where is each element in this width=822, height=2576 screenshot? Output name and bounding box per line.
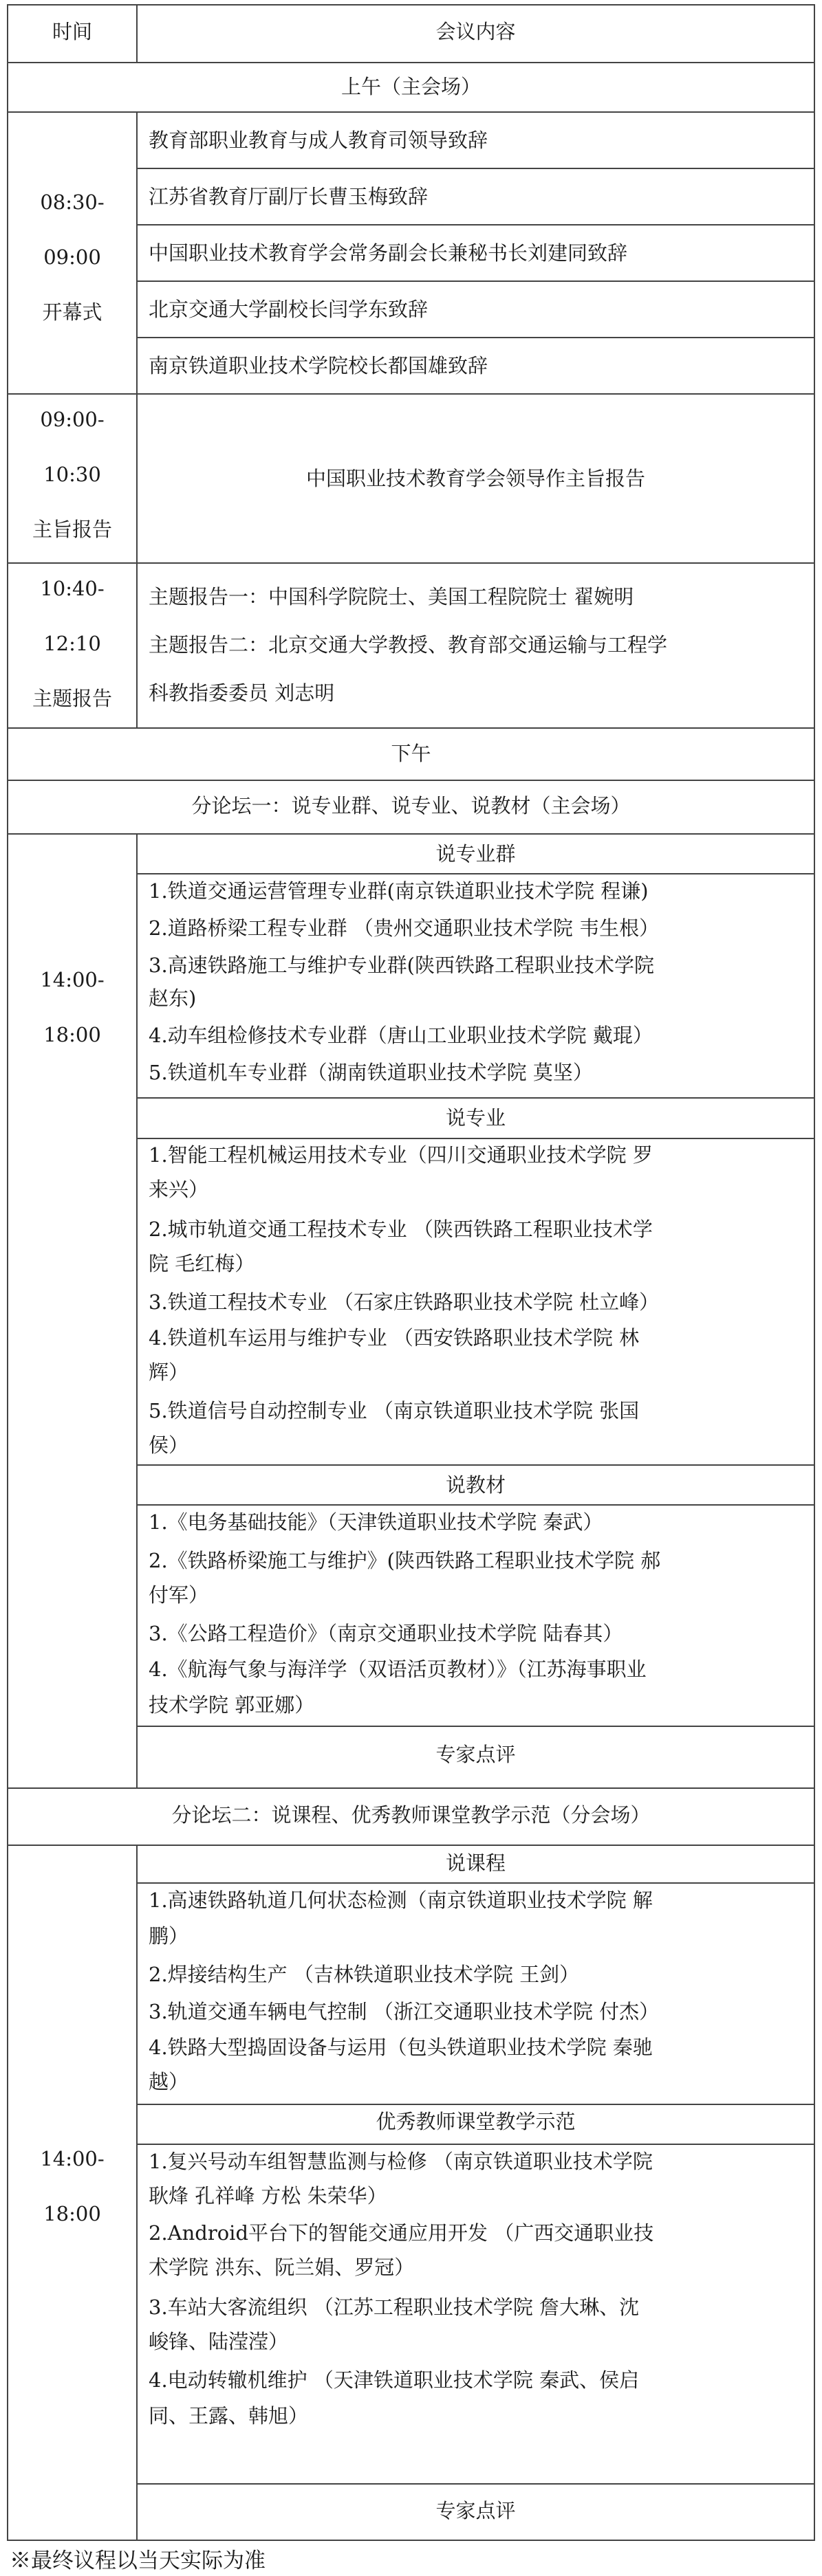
header-content: 会议内容 — [435, 20, 516, 43]
opening-time: 08:30- 09:00 开幕式 — [40, 190, 105, 324]
footnote: ※最终议程以当天实际为准 — [10, 2549, 266, 2573]
col-divider — [136, 1845, 138, 2540]
inner-line — [136, 1138, 815, 1139]
group-title: 说课程 — [445, 1851, 506, 1875]
list-item: 来兴） — [149, 1178, 209, 1201]
forum1-title: 分论坛一：说专业群、说专业、说教材（主会场） — [191, 794, 631, 817]
list-item: 科教指委委员 刘志明 — [149, 681, 335, 705]
list-item: 1.高速铁路轨道几何状态检测（南京铁道职业技术学院 解 — [149, 1889, 653, 1912]
list-item: 主题报告一：中国科学院院士、美国工程院院士 翟婉明 — [149, 585, 634, 608]
list-item: 3.高速铁路施工与维护专业群(陕西铁路工程职业技术学院 — [149, 954, 654, 977]
morning-title: 上午（主会场） — [340, 75, 481, 98]
list-item: 5.铁道机车专业群（湖南铁道职业技术学院 莫坚） — [149, 1061, 593, 1084]
list-item: 技术学院 郭亚娜） — [149, 1693, 315, 1717]
col-divider — [136, 833, 138, 1787]
inner-line — [136, 2144, 815, 2145]
list-item: 越） — [149, 2070, 189, 2093]
inner-line — [136, 2483, 815, 2485]
inner-line — [136, 280, 815, 282]
list-item: 4.动车组检修技术专业群（唐山工业职业技术学院 戴琨） — [149, 1024, 653, 1047]
list-item: 5.铁道信号自动控制专业 （南京铁道职业技术学院 张国 — [149, 1399, 640, 1422]
list-item: 院 毛红梅） — [149, 1252, 255, 1275]
inner-line — [136, 873, 815, 874]
expert-review: 专家点评 — [435, 1743, 516, 1766]
header-time: 时间 — [52, 20, 92, 43]
list-item: 2.焊接结构生产 （吉林铁道职业技术学院 王剑） — [149, 1963, 580, 1986]
row-line — [7, 4, 815, 5]
list-item: 侯） — [149, 1433, 189, 1457]
list-item: 4.铁道机车运用与维护专业 （西安铁路职业技术学院 林 — [149, 1326, 640, 1350]
list-item: 耿烽 孔祥峰 方松 朱荣华） — [149, 2184, 387, 2208]
list-item: 付军） — [149, 1583, 209, 1607]
row-line — [7, 1845, 815, 1846]
row-line — [7, 780, 815, 781]
forum2-time: 14:00- 18:00 — [40, 2147, 105, 2225]
list-item: 2.城市轨道交通工程技术专业 （陕西铁路工程职业技术学 — [149, 1218, 653, 1241]
list-item: 1.智能工程机械运用技术专业（四川交通职业技术学院 罗 — [149, 1143, 653, 1167]
inner-line — [136, 337, 815, 338]
inner-line — [136, 1882, 815, 1884]
list-item: 峻锋、陆滢滢） — [149, 2330, 289, 2353]
row-line — [7, 393, 815, 395]
row-line — [7, 111, 815, 113]
list-item: 4.铁路大型捣固设备与运用（包头铁道职业技术学院 秦驰 — [149, 2036, 653, 2059]
list-item: 教育部职业教育与成人教育司领导致辞 — [149, 129, 488, 152]
row-line — [7, 727, 815, 729]
keynote-text: 中国职业技术教育学会领导作主旨报告 — [305, 467, 645, 490]
list-item: 同、王露、韩旭） — [149, 2404, 309, 2428]
expert-review: 专家点评 — [435, 2499, 516, 2522]
list-item: 1.《电务基础技能》（天津铁道职业技术学院 秦武） — [149, 1510, 603, 1534]
list-item: 江苏省教育厅副厅长曹玉梅致辞 — [149, 185, 429, 208]
list-item: 3.《公路工程造价》（南京交通职业技术学院 陆春其） — [149, 1622, 623, 1645]
list-item: 1.复兴号动车组智慧监测与检修 （南京铁道职业技术学院 — [149, 2150, 653, 2173]
list-item: 中国职业技术教育学会常务副会长兼秘书长刘建同致辞 — [149, 241, 628, 265]
list-item: 4.电动转辙机维护 （天津铁道职业技术学院 秦武、侯启 — [149, 2368, 640, 2392]
afternoon-title: 下午 — [391, 742, 431, 765]
inner-line — [136, 2104, 815, 2105]
row-line — [7, 1787, 815, 1789]
inner-line — [136, 168, 815, 169]
group-title: 说专业 — [445, 1106, 506, 1130]
list-item: 3.铁道工程技术专业 （石家庄铁路职业技术学院 杜立峰） — [149, 1290, 660, 1314]
row-line — [7, 2540, 815, 2541]
list-item: 3.轨道交通车辆电气控制 （浙江交通职业技术学院 付杰） — [149, 2000, 660, 2023]
row-line — [7, 833, 815, 835]
list-item: 鹏） — [149, 1924, 189, 1948]
theme-time: 10:40- 12:10 主题报告 — [32, 577, 112, 710]
row-line — [7, 62, 815, 63]
list-item: 4.《航海气象与海洋学（双语活页教材）》（江苏海事职业 — [149, 1658, 647, 1681]
list-item: 主题报告二：北京交通大学教授、教育部交通运输与工程学 — [149, 633, 668, 657]
list-item: 2.Android平台下的智能交通应用开发 （广西交通职业技 — [149, 2221, 654, 2245]
keynote-time: 09:00- 10:30 主旨报告 — [32, 408, 112, 541]
list-item: 1.铁道交通运营管理专业群(南京铁道职业技术学院 程谦) — [149, 879, 649, 903]
inner-line — [136, 1464, 815, 1466]
inner-line — [136, 1726, 815, 1727]
forum1-time: 14:00- 18:00 — [40, 968, 105, 1046]
row-line — [7, 562, 815, 564]
list-item: 3.车站大客流组织 （江苏工程职业技术学院 詹大琳、沈 — [149, 2296, 640, 2319]
inner-line — [136, 1504, 815, 1506]
list-item: 赵东) — [149, 987, 197, 1010]
group-title: 说教材 — [445, 1473, 506, 1497]
list-item: 2.道路桥梁工程专业群 （贵州交通职业技术学院 韦生根） — [149, 916, 660, 940]
list-item: 2.《铁路桥梁施工与维护》(陕西铁路工程职业技术学院 郝 — [149, 1549, 661, 1572]
inner-line — [136, 224, 815, 225]
list-item: 术学院 洪东、阮兰娟、罗冠） — [149, 2256, 415, 2279]
list-item: 南京铁道职业技术学院校长都国雄致辞 — [149, 354, 488, 377]
list-item: 辉） — [149, 1361, 189, 1384]
list-item: 北京交通大学副校长闫学东致辞 — [149, 298, 429, 321]
inner-line — [136, 1097, 815, 1099]
col-divider — [136, 111, 138, 727]
group-title: 优秀教师课堂教学示范 — [376, 2110, 576, 2133]
forum2-title: 分论坛二：说课程、优秀教师课堂教学示范（分会场） — [171, 1803, 651, 1827]
group-title: 说专业群 — [435, 842, 516, 866]
table-border-right — [814, 4, 815, 2541]
